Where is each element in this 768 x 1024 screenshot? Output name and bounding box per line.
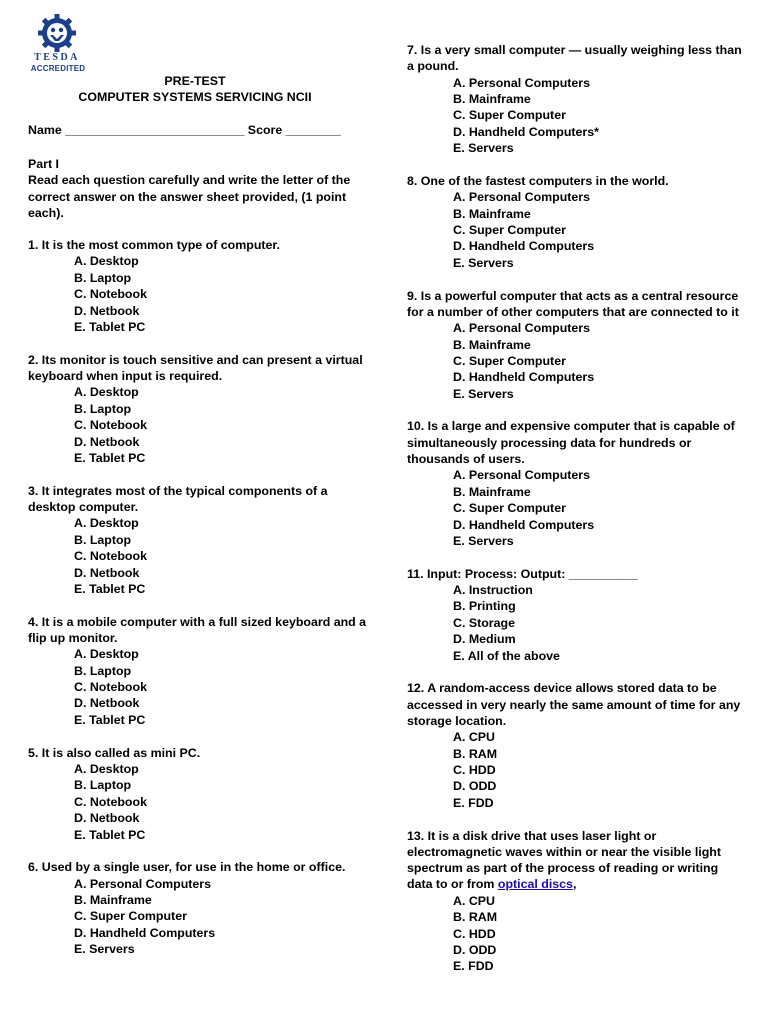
answer-option: E. Servers <box>453 386 514 401</box>
question-text: 1. It is the most common type of computer. <box>28 238 280 253</box>
question-2 <box>28 352 368 467</box>
answer-option: C. Notebook <box>74 680 147 695</box>
logo-name: TESDA <box>34 52 80 63</box>
answer-option: D. Handheld Computers* <box>453 124 599 139</box>
answer-options <box>407 467 747 549</box>
answer-option: B. Laptop <box>74 532 132 547</box>
answer-option: C. Notebook <box>74 418 147 433</box>
question-3 <box>28 483 368 598</box>
question-1 <box>28 237 368 335</box>
question-text: 12. A random-access device allows stored data to be accessed in very nearly the same amount of time for any storage location. <box>407 681 741 728</box>
right-column <box>407 42 747 991</box>
answer-option: B. Mainframe <box>453 337 531 352</box>
question-13 <box>407 828 747 975</box>
logo-accredited: ACCREDITED <box>30 64 86 73</box>
answer-option: A. Personal Computers <box>74 876 212 891</box>
answer-option: C. Super Computer <box>74 909 187 924</box>
answer-option: A. CPU <box>453 893 495 908</box>
question-text: 5. It is also called as mini PC. <box>28 745 201 760</box>
question-12 <box>407 680 747 811</box>
answer-option: B. RAM <box>453 746 498 761</box>
answer-option: A. Personal Computers <box>453 468 591 483</box>
answer-option: C. Super Computer <box>453 501 566 516</box>
answer-option: E. Servers <box>453 255 514 270</box>
question-5 <box>28 745 368 843</box>
answer-option: E. Tablet PC <box>74 827 146 842</box>
answer-option: A. Instruction <box>453 582 533 597</box>
answer-option: E. Servers <box>74 942 135 957</box>
answer-option: B. Mainframe <box>453 206 531 221</box>
answer-option: E. FDD <box>453 795 494 810</box>
question-text-end: , <box>572 877 577 892</box>
answer-option: A. Desktop <box>74 647 139 662</box>
answer-option: E. Servers <box>453 533 514 548</box>
question-6 <box>28 859 368 957</box>
answer-option: C. Super Computer <box>453 223 566 238</box>
answer-option: B. Laptop <box>74 401 132 416</box>
answer-option: D. Handheld Computers <box>453 370 595 385</box>
answer-option: D. Netbook <box>74 811 140 826</box>
answer-option: E. Tablet PC <box>74 320 146 335</box>
optical-discs-link[interactable]: optical discs <box>497 877 573 892</box>
answer-options <box>407 75 747 157</box>
answer-option: C. Notebook <box>74 794 147 809</box>
question-8 <box>407 173 747 271</box>
answer-options <box>407 320 747 402</box>
question-text: 4. It is a mobile computer with a full sized keyboard and a flip up monitor. <box>28 614 367 645</box>
answer-options <box>407 893 747 975</box>
right-question-list <box>407 42 747 811</box>
part-title: Part I <box>28 157 59 171</box>
answer-option: D. Handheld Computers <box>74 925 216 940</box>
left-question-list <box>28 237 368 957</box>
answer-options <box>28 384 368 466</box>
answer-option: B. Laptop <box>74 663 132 678</box>
answer-option: E. Tablet PC <box>74 712 146 727</box>
tesda-logo <box>26 14 92 78</box>
document-subtitle: COMPUTER SYSTEMS SERVICING NCII <box>78 90 312 105</box>
question-4 <box>28 614 368 729</box>
answer-option: C. HDD <box>453 763 496 778</box>
answer-options <box>28 876 368 958</box>
answer-options <box>407 189 747 271</box>
question-text: 10. Is a large and expensive computer that is capable of simultaneously processing data for hundreds or thousands of users. <box>407 419 735 467</box>
question-text: 7. Is a very small computer — usually weighing less than a pound. <box>407 43 742 74</box>
answer-option: D. ODD <box>453 942 497 957</box>
answer-option: A. Desktop <box>74 516 139 531</box>
tesda-gear-logo-icon <box>26 14 92 54</box>
answer-option: D. ODD <box>453 779 497 794</box>
answer-option: D. Medium <box>453 632 516 647</box>
answer-options <box>28 761 368 843</box>
left-column <box>28 156 368 974</box>
answer-option: C. Storage <box>453 615 515 630</box>
answer-option: C. Notebook <box>74 287 147 302</box>
question-11 <box>407 566 747 664</box>
answer-option: B. RAM <box>453 910 498 925</box>
answer-option: B. Mainframe <box>453 92 531 106</box>
answer-option: A. Personal Computers <box>453 321 591 336</box>
answer-option: A. CPU <box>453 730 495 745</box>
answer-option: B. Laptop <box>74 778 132 793</box>
answer-option: A. Desktop <box>74 761 139 776</box>
question-text: 3. It integrates most of the typical components of a desktop computer. <box>28 483 328 515</box>
document-header <box>28 73 362 106</box>
answer-option: E. Tablet PC <box>74 451 146 466</box>
answer-options <box>407 729 747 811</box>
answer-option: B. Laptop <box>74 270 132 285</box>
answer-option: E. All of the above <box>453 648 560 663</box>
answer-option: B. Mainframe <box>453 484 531 499</box>
answer-option: C. Super Computer <box>453 353 566 368</box>
answer-option: C. HDD <box>453 926 496 941</box>
question-text: 8. One of the fastest computers in the world. <box>407 173 669 188</box>
question-10 <box>407 418 747 549</box>
question-text: 6. Used by a single user, for use in the home or office. <box>28 860 346 875</box>
name-score-line: Name __________________________ Score ________ <box>28 123 341 137</box>
answer-option: D. Netbook <box>74 696 140 711</box>
answer-option: C. Notebook <box>74 549 147 564</box>
question-text: 9. Is a powerful computer that acts as a central resource for a number of other computers that are connected to it <box>407 288 739 319</box>
answer-options <box>28 253 368 335</box>
answer-option: A. Personal Computers <box>453 190 591 205</box>
answer-option: C. Super Computer <box>453 108 566 123</box>
answer-option: D. Netbook <box>74 565 140 580</box>
answer-options <box>28 646 368 728</box>
answer-option: B. Printing <box>453 599 516 614</box>
answer-options <box>407 582 747 664</box>
answer-option: D. Handheld Computers <box>453 239 595 254</box>
question-text-start: 13. It is a disk drive that uses laser light or electromagnetic waves within or near the visible light spectrum as part of the process of reading or writing data to or from <box>407 828 721 892</box>
question-text: 11. Input: Process: Output: __________ <box>407 566 638 581</box>
answer-option: D. Netbook <box>74 303 140 318</box>
answer-option: E. Servers <box>453 141 514 156</box>
answer-option: D. Handheld Computers <box>453 517 595 532</box>
answer-option: A. Personal Computers <box>453 75 591 90</box>
answer-option: A. Desktop <box>74 254 139 269</box>
answer-option: B. Mainframe <box>74 892 152 907</box>
answer-option: E. FDD <box>453 959 494 974</box>
answer-option: E. Tablet PC <box>74 581 146 596</box>
instructions: Read each question carefully and write the letter of the correct answer on the answer sheet provided, (1 point each). <box>28 173 351 220</box>
question-text: 2. Its monitor is touch sensitive and can present a virtual keyboard when input is required. <box>28 352 363 384</box>
answer-option: D. Netbook <box>74 434 140 449</box>
answer-options <box>28 515 368 597</box>
document-title: PRE-TEST <box>164 74 226 88</box>
question-text <box>407 828 747 893</box>
answer-option: A. Desktop <box>74 385 139 400</box>
question-9 <box>407 288 747 403</box>
question-7 <box>407 42 747 157</box>
